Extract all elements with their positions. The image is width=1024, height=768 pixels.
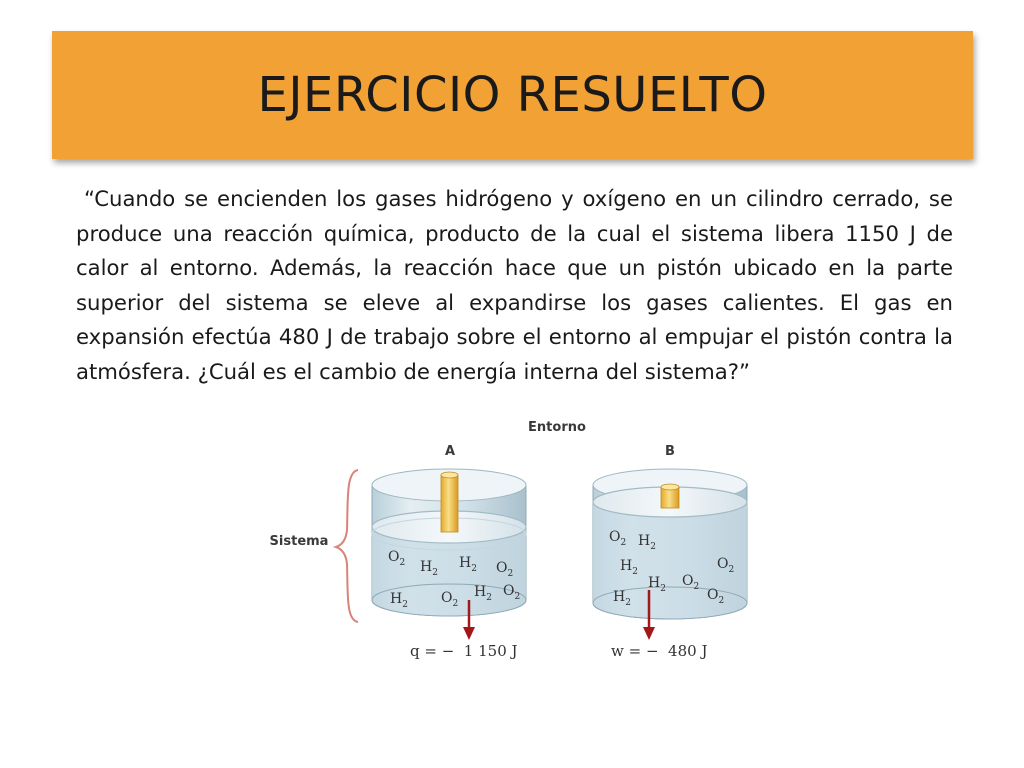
slide-title: EJERCICIO RESUELTO <box>257 67 768 123</box>
molecule: $H_2$ <box>613 589 631 608</box>
molecule: $O_2$ <box>707 587 725 606</box>
cylinder-b-label: B <box>665 444 675 459</box>
cylinder-a-label: A <box>444 444 456 459</box>
molecule: $H_2$ <box>620 558 638 577</box>
molecule: $O_2$ <box>609 529 627 548</box>
surroundings-label: Entorno <box>528 420 586 435</box>
molecule: $O_2$ <box>717 556 735 575</box>
system-bracket <box>336 470 358 622</box>
molecule: $H_2$ <box>390 591 408 610</box>
molecule: $H_2$ <box>638 533 656 552</box>
molecule: $O_2$ <box>496 560 514 579</box>
molecule: $H_2$ <box>420 559 438 578</box>
molecule: $O_2$ <box>682 573 700 592</box>
heat-label: q = − 1 150 J <box>410 642 518 660</box>
molecule: $H_2$ <box>648 575 666 594</box>
system-label: Sistema <box>269 534 329 549</box>
molecule: $H_2$ <box>459 555 477 574</box>
molecule: $H_2$ <box>474 584 492 603</box>
molecule: $O_2$ <box>503 583 521 602</box>
molecule: $O_2$ <box>441 590 459 609</box>
molecule: $O_2$ <box>388 549 406 568</box>
work-label: w = − 480 J <box>611 642 708 660</box>
problem-statement: “Cuando se encienden los gases hidrógeno y oxígeno en un cilindro cerrado, se produce una reacción química, producto de la cual el sistema libera 1150 J de calor al entorno. Además, la reacción hace que un pistón ubicado en la parte superior del sistema se eleve al expandirse los gases calientes. El gas en expansión efectúa 480 J de trabajo sobre el entorno al empujar el pistón contra la atmósfera. ¿Cuál es el cambio de energía interna del sistema?” <box>76 186 953 384</box>
